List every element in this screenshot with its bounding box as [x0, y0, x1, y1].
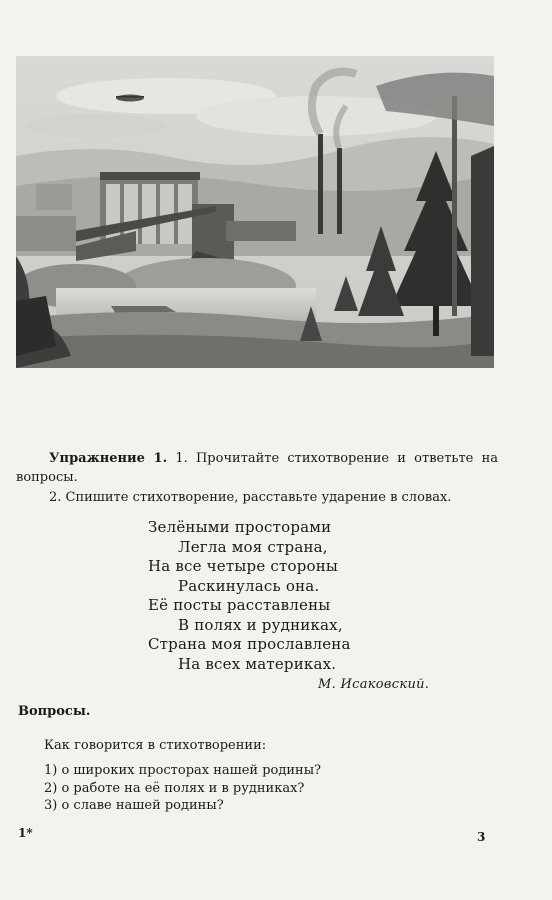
question-item: 2) о работе на её полях и в рудниках?: [44, 780, 305, 796]
questions-list: [44, 762, 321, 815]
exercise-task-2: 2. Спишите стихотворение, расставьте ударение в словах.: [49, 490, 452, 505]
question-item: 3) о славе нашей родины?: [44, 798, 224, 813]
poem-line: Легла моя страна,: [178, 537, 328, 556]
industrial-landscape-illustration: [16, 56, 494, 368]
exercise-block: [16, 449, 498, 507]
exercise-task-1-number: 1.: [175, 451, 188, 466]
question-item: 1) о широких просторах нашей родины?: [44, 763, 322, 778]
poem-line: Её посты расставлены: [148, 596, 331, 614]
exercise-task-1-text: Прочитайте стихотворение и ответьте на вопросы.: [16, 451, 498, 485]
poem: [148, 518, 351, 674]
poem-line: Страна моя прославлена: [148, 635, 351, 653]
questions-title: Вопросы.: [18, 704, 91, 719]
signature-mark: 1*: [18, 826, 33, 840]
poem-line: На все четыре стороны: [148, 557, 339, 575]
poem-line: В полях и рудниках,: [178, 615, 343, 634]
poem-line: Зелёными просторами: [148, 518, 332, 536]
poem-line: На всех материках.: [178, 654, 337, 673]
poem-line: Раскинулась она.: [178, 576, 320, 595]
exercise-task-1: [16, 449, 498, 487]
questions-intro: Как говорится в стихотворении:: [44, 738, 267, 753]
page-number: 3: [477, 830, 486, 844]
exercise-title: Упражнение 1.: [49, 451, 168, 466]
poem-author: М. Исаковский.: [318, 677, 430, 692]
